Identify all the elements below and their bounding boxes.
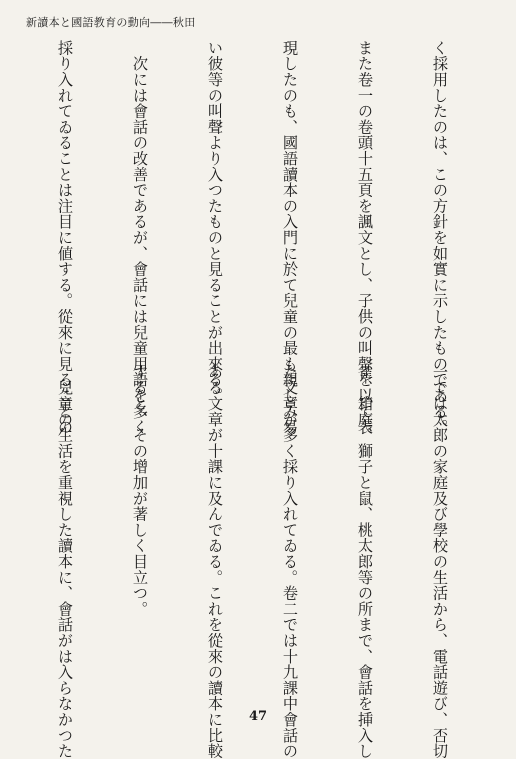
text-line <box>0 40 2 340</box>
text-line: 採り入れてゐることは注目に値する。從來に見ることの <box>56 40 74 435</box>
text-line: 雀、箱庭、獅子と鼠、桃太郎等の所まで、會話を挿入し <box>356 364 374 759</box>
text-line: すると、その增加が著しく目立つ。 <box>131 364 149 617</box>
text-line: また卷一の卷頭十五頁を諷文とし、子供の叫聲を以て表 <box>356 40 374 435</box>
upper-text-block <box>10 40 502 435</box>
text-line: 兒童の生活を重視した讀本に、會話がは入らなかつた <box>56 364 74 759</box>
column-divider <box>24 352 492 353</box>
text-line <box>0 364 2 684</box>
text-line: 一では太郎の家庭及び學校の生活から、電話遊び、否切 <box>431 364 449 759</box>
text-line: 現したのも、國語讀本の入門に於て兒童の最も親しみ易 <box>281 40 299 435</box>
text-line: ある文章が十課に及んでゐる。これを從來の讀本に比較 <box>206 364 224 759</box>
text-line: く採用したのは、この方針を如實に示したものである。 <box>431 40 449 435</box>
text-line: た文章が多く採り入れてゐる。卷二では十九課中會話の <box>281 364 299 759</box>
page-number: 47 <box>248 709 268 724</box>
running-header: 新讀本と國語教育の動向――秋田 <box>26 16 196 29</box>
text-line: い彼等の叫聲より入つたものと見ることが出來る。 <box>206 40 224 404</box>
text-line: 次には會話の改善であるが、會話には兒童用語を多く <box>131 40 149 435</box>
